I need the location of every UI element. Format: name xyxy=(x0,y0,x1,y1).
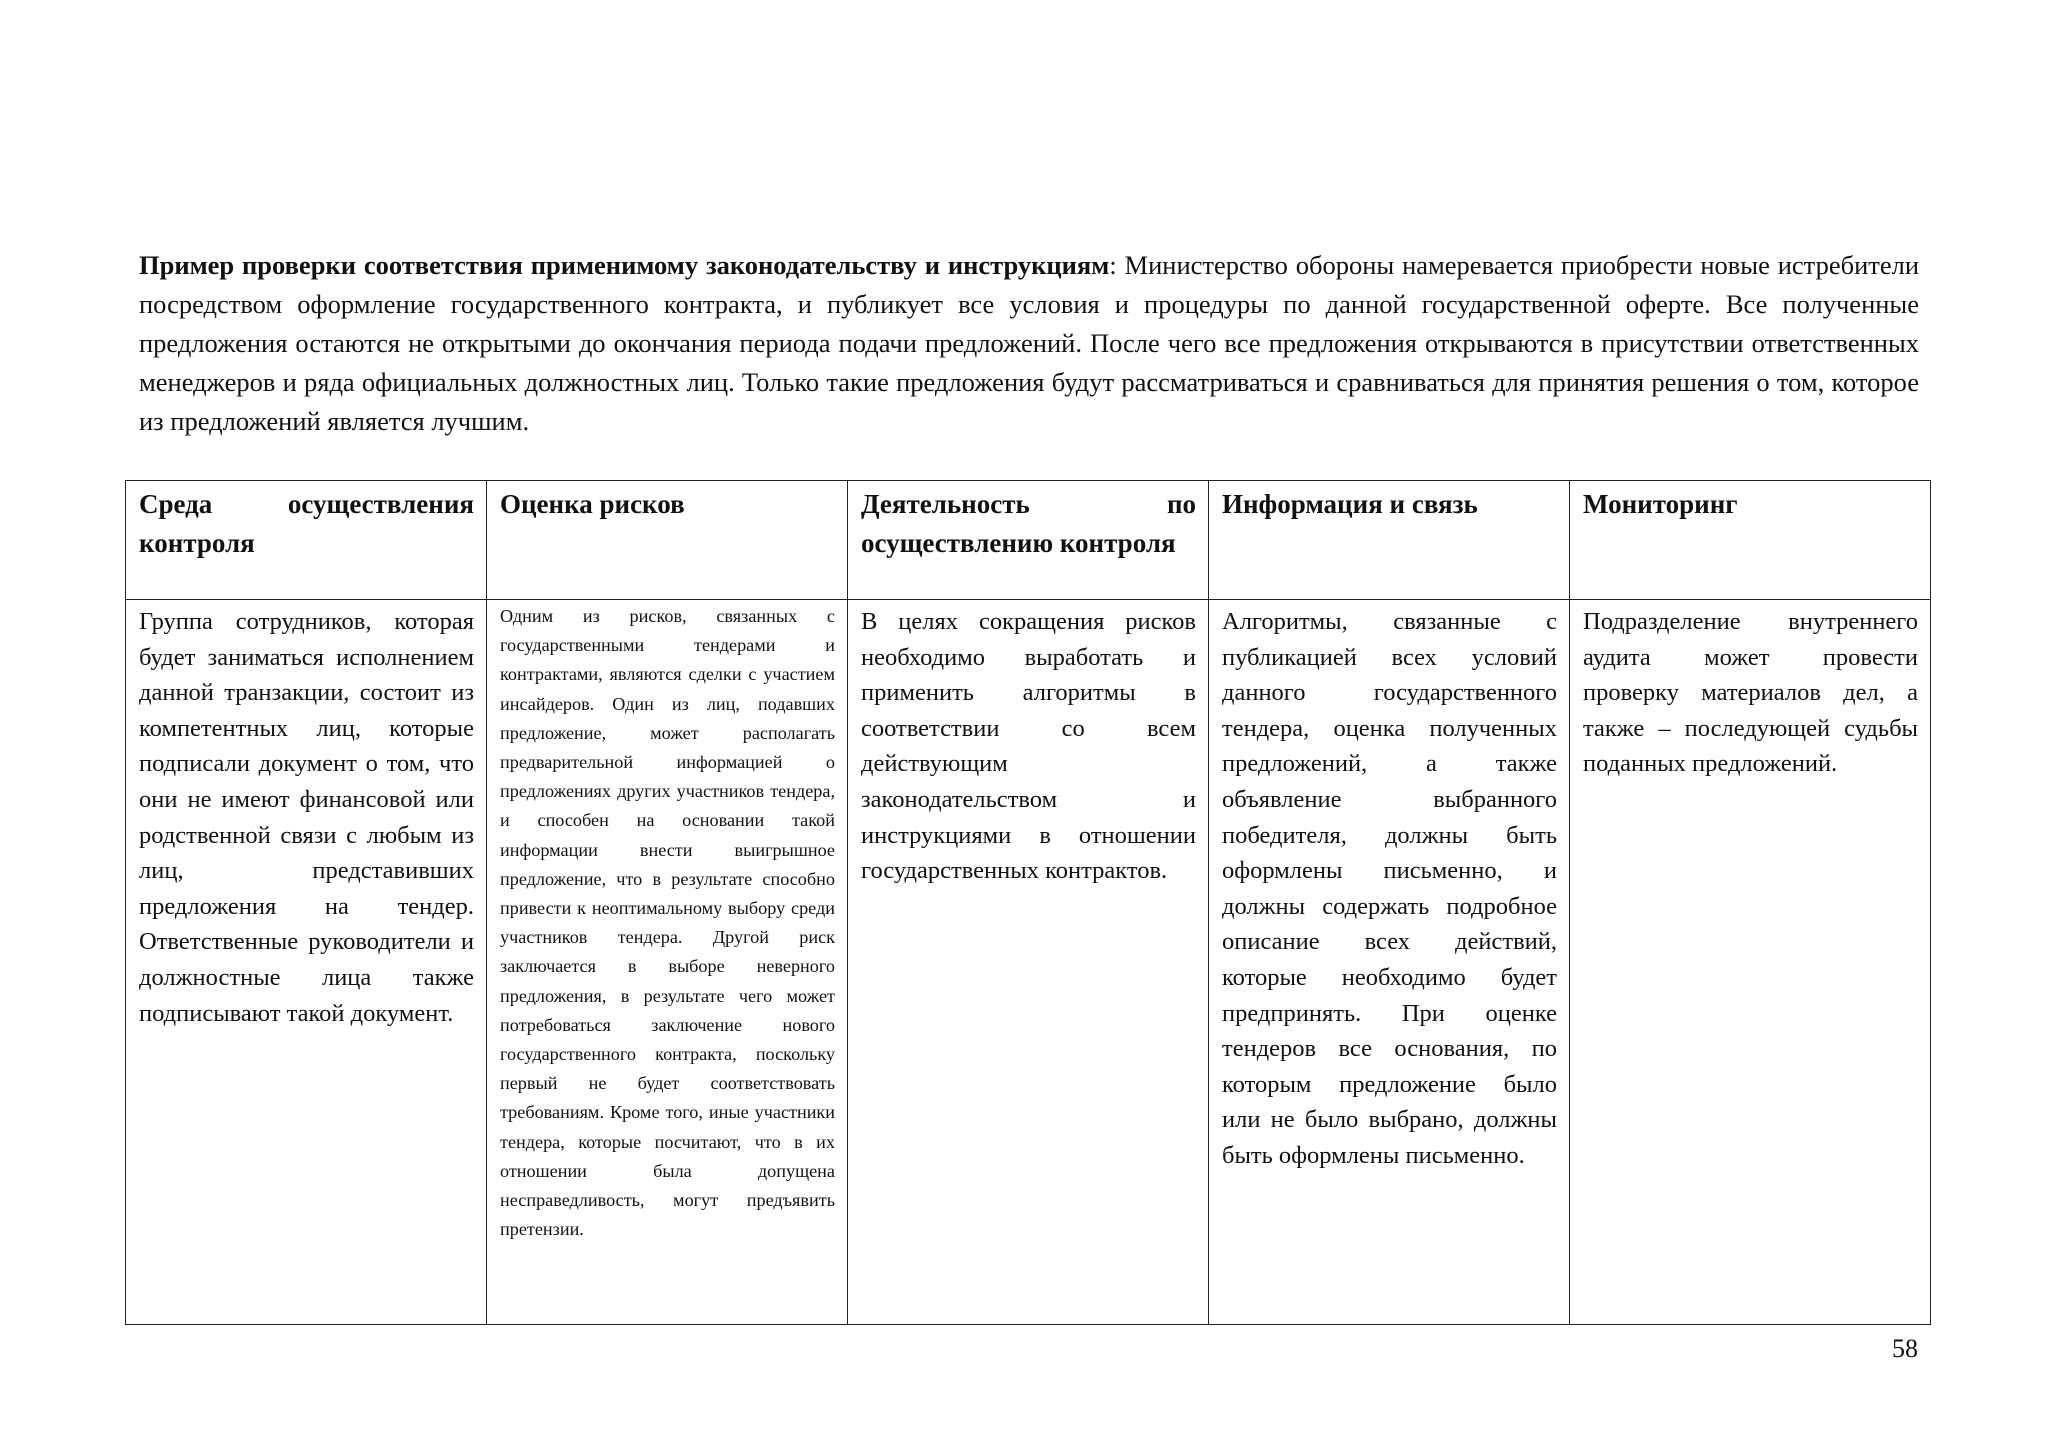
header-control-activities: Деятельность по осуществлению контроля xyxy=(848,481,1209,600)
header-monitoring: Мониторинг xyxy=(1570,481,1931,600)
cell-control-environment: Группа сотрудников, которая будет заниматься исполнением данной транзакции, состоит из компетентных лиц, которые подписали документ о том, что они не имеют финансовой или родственной связи с любым из лиц, представивших предложения на тендер. Ответственные руководители и должностные лица также подписывают такой документ. xyxy=(126,600,487,1325)
table-row xyxy=(126,600,1931,1325)
cell-information-communication: Алгоритмы, связанные с публикацией всех условий данного государственного тендера, оценка полученных предложений, а также объявление выбранного победителя, должны быть оформлены письменно, и должны содержать подробное описание всех действий, которые необходимо будет предпринять. При оценке тендеров все основания, по которым предложение было или не было выбрано, должны быть оформлены письменно. xyxy=(1209,600,1570,1325)
header-information-communication: Информация и связь xyxy=(1209,481,1570,600)
cell-monitoring: Подразделение внутреннего аудита может провести проверку материалов дел, а также – последующей судьбы поданных предложений. xyxy=(1570,600,1931,1325)
intro-text: : Министерство обороны намеревается приобрести новые истребители посредством оформление государственного контракта, и публикует все условия и процедуры по данной государственной оферте. Все полученные предложения остаются не открытыми до окончания периода подачи предложений. После чего все предложения открываются в присутствии ответственных менеджеров и ряда официальных должностных лиц. Только такие предложения будут рассматриваться и сравниваться для принятия решения о том, которое из предложений является лучшим. xyxy=(139,250,1920,436)
header-control-environment: Среда осуществления контроля xyxy=(126,481,487,600)
control-components-table xyxy=(125,480,1931,1325)
page-number: 58 xyxy=(1892,1334,1918,1363)
intro-paragraph xyxy=(139,246,1919,441)
header-risk-assessment: Оценка рисков xyxy=(487,481,848,600)
intro-bold-lead: Пример проверки соответствия применимому законодательству и инструкциям xyxy=(139,250,1110,280)
cell-control-activities: В целях сокращения рисков необходимо выработать и применить алгоритмы в соответствии со всем действующим законодательством и инструкциями в отношении государственных контрактов. xyxy=(848,600,1209,1325)
cell-risk-assessment: Одним из рисков, связанных с государственными тендерами и контрактами, являются сделки с участием инсайдеров. Один из лиц, подавших предложение, может располагать предварительной информацией о предложениях других участников тендера, и способен на основании такой информации внести выигрышное предложение, что в результате способно привести к неоптимальному выбору среди участников тендера. Другой риск заключается в выборе неверного предложения, в результате чего может потребоваться заключение нового государственного контракта, поскольку первый не будет соответствовать требованиям. Кроме того, иные участники тендера, которые посчитают, что в их отношении была допущена несправедливость, могут предъявить претензии. xyxy=(487,600,848,1325)
table-header-row xyxy=(126,481,1931,600)
